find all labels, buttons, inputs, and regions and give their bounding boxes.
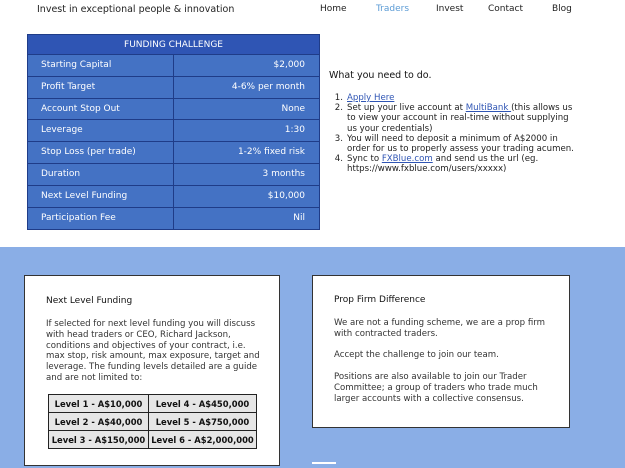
step-number: 1. <box>334 93 343 103</box>
nav-home[interactable]: Home <box>320 4 347 14</box>
level-cell: Level 6 - A$2,000,000 <box>149 431 257 449</box>
slider-indicator[interactable] <box>312 462 336 464</box>
level-cell: Level 4 - A$450,000 <box>149 395 257 413</box>
funding-challenge-table <box>27 34 320 230</box>
paragraph: Accept the challenge to join our team. <box>334 350 499 361</box>
table-row <box>49 413 257 431</box>
nav-contact[interactable]: Contact <box>488 4 524 14</box>
level-cell: Level 5 - A$750,000 <box>149 413 257 431</box>
step-number: 4. <box>334 154 343 165</box>
row-label: Account Stop Out <box>28 99 174 120</box>
step-text: and send us the url (eg. https://www.fxblue.com/users/xxxxx) <box>347 154 539 175</box>
list-item <box>329 134 579 154</box>
prop-firm-difference-card <box>312 275 570 428</box>
funding-levels-table <box>48 394 257 449</box>
row-label: Leverage <box>28 120 174 141</box>
multibank-link[interactable]: MultiBank <box>465 103 512 114</box>
list-item <box>329 93 579 103</box>
row-value: 1:30 <box>174 120 319 141</box>
table-row <box>49 431 257 449</box>
level-cell: Level 1 - A$10,000 <box>49 395 149 413</box>
table-row <box>28 164 319 186</box>
table-row <box>28 186 319 208</box>
step-text: Sync to <box>347 154 382 165</box>
table-row <box>28 77 319 99</box>
row-label: Next Level Funding <box>28 186 174 207</box>
funding-table-title: FUNDING CHALLENGE <box>28 35 319 55</box>
row-value: 1-2% fixed risk <box>174 142 319 163</box>
card-text <box>334 318 556 415</box>
row-label: Duration <box>28 164 174 185</box>
nav-traders[interactable]: Traders <box>376 4 410 14</box>
step-number: 3. <box>334 133 343 144</box>
step-number: 2. <box>334 103 343 114</box>
row-value: 4-6% per month <box>174 77 319 98</box>
section-title: What you need to do. <box>329 70 432 81</box>
table-row <box>28 55 319 77</box>
list-item <box>329 154 579 174</box>
what-you-need-section <box>329 70 579 175</box>
list-item <box>329 103 579 134</box>
step-text: You will need to deposit a minimum of A$2000 in order for us to properly assess your trading acumen. <box>347 133 574 155</box>
steps-list <box>329 93 579 175</box>
row-value: None <box>174 99 319 120</box>
nav-blog[interactable]: Blog <box>552 4 572 14</box>
row-value: $10,000 <box>174 186 319 207</box>
table-row <box>28 142 319 164</box>
card-title: Next Level Funding <box>46 296 133 306</box>
fxblue-link[interactable]: FXBlue.com <box>381 154 433 165</box>
row-label: Participation Fee <box>28 208 174 230</box>
row-label: Starting Capital <box>28 55 174 76</box>
step-text: (this allows us to view your account in real-time without supplying us your credentials) <box>347 103 573 134</box>
table-row <box>28 208 319 230</box>
row-value: 3 months <box>174 164 319 185</box>
nav-invest[interactable]: Invest <box>436 4 464 14</box>
step-text: Set up your live account at <box>347 103 466 114</box>
row-value: Nil <box>174 208 319 230</box>
table-row <box>28 120 319 142</box>
paragraph: We are not a funding scheme, we are a prop firm with contracted traders. <box>334 318 545 339</box>
row-value: $2,000 <box>174 55 319 76</box>
site-header <box>0 0 625 22</box>
table-row <box>28 99 319 121</box>
site-tagline: Invest in exceptional people & innovation <box>37 4 235 15</box>
level-cell: Level 2 - A$40,000 <box>49 413 149 431</box>
paragraph: Positions are also available to join our Trader Committee; a group of traders who trade much larger accounts with a collective consensus. <box>334 371 538 404</box>
card-title: Prop Firm Difference <box>334 295 426 305</box>
table-row <box>49 395 257 413</box>
next-level-funding-card <box>24 275 280 466</box>
card-text: If selected for next level funding you will discuss with head traders or CEO, Richard Jackson, conditions and objectives of your contract, i.e. max stop, risk amount, max exposure, target and leverage. The funding levels detailed are a guide and are not limited to: <box>46 319 260 383</box>
row-label: Profit Target <box>28 77 174 98</box>
row-label: Stop Loss (per trade) <box>28 142 174 163</box>
apply-here-link[interactable]: Apply Here <box>347 93 395 103</box>
level-cell: Level 3 - A$150,000 <box>49 431 149 449</box>
